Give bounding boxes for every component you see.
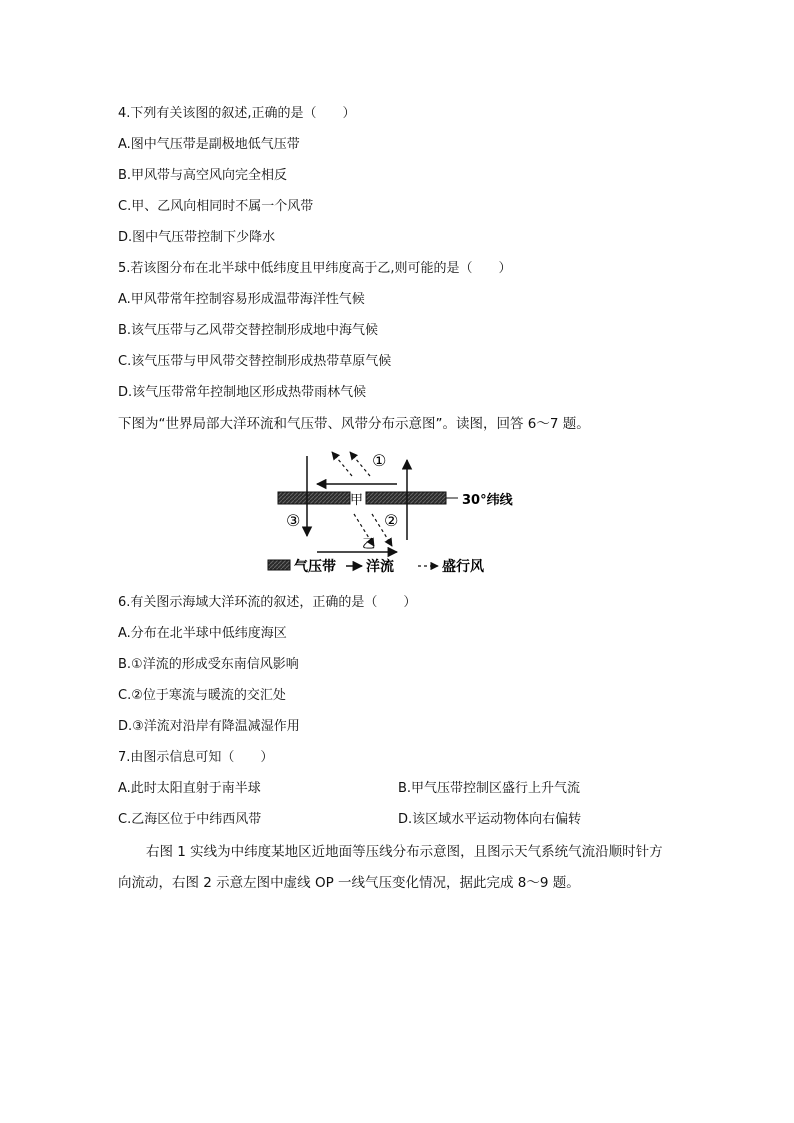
- label-circle-3: ③: [286, 511, 301, 530]
- q89-intro-line-2: 向流动，右图 2 示意左图中虚线 OP 一线气压变化情况，据此完成 8～9 题。: [118, 875, 580, 891]
- q6-option-c: C.②位于寒流与暖流的交汇处: [118, 688, 286, 703]
- ocean-current-diagram: [262, 444, 532, 584]
- q7-option-c: C.乙海区位于中纬西风带: [118, 812, 262, 827]
- pressure-belt-left: [278, 492, 350, 504]
- label-yi: 乙: [362, 537, 376, 552]
- legend-pressure-swatch: [268, 560, 290, 570]
- q5-option-b: B.该气压带与乙风带交替控制形成地中海气候: [118, 323, 379, 338]
- wind-arrow-upper-2: [350, 452, 370, 476]
- q4-option-a: A.图中气压带是副极地低气压带: [118, 137, 300, 152]
- q67-intro: 下图为“世界局部大洋环流和气压带、风带分布示意图”。读图，回答 6～7 题。: [118, 416, 590, 432]
- q5-stem: 5.若该图分布在北半球中低纬度且甲纬度高于乙,则可能的是（ ）: [118, 261, 512, 276]
- wind-arrow-upper-1: [332, 452, 352, 476]
- q4-option-c: C.甲、乙风向相同时不属一个风带: [118, 199, 314, 214]
- q7-option-d: D.该区域水平运动物体向右偏转: [398, 812, 582, 827]
- q6-stem: 6.有关图示海域大洋环流的叙述，正确的是（ ）: [118, 595, 417, 610]
- q6-option-b: B.①洋流的形成受东南信风影响: [118, 657, 299, 672]
- label-circle-1: ①: [372, 451, 387, 470]
- q4-option-b: B.甲风带与高空风向完全相反: [118, 168, 288, 183]
- pressure-belt-right: [366, 492, 446, 504]
- label-latitude-30: 30°纬线: [462, 493, 513, 508]
- legend-wind-label: 盛行风: [442, 559, 484, 575]
- legend-current-label: 洋流: [366, 559, 394, 575]
- legend-pressure-label: 气压带: [294, 559, 336, 575]
- q7-option-b: B.甲气压带控制区盛行上升气流: [398, 781, 581, 796]
- q7-option-a: A.此时太阳直射于南半球: [118, 781, 261, 796]
- q6-option-a: A.分布在北半球中低纬度海区: [118, 626, 287, 641]
- q5-option-d: D.该气压带常年控制地区形成热带雨林气候: [118, 385, 367, 400]
- q4-option-d: D.图中气压带控制下少降水: [118, 230, 276, 245]
- q5-option-c: C.该气压带与甲风带交替控制形成热带草原气候: [118, 354, 392, 369]
- q6-option-d: D.③洋流对沿岸有降温减湿作用: [118, 719, 300, 734]
- q4-stem: 4.下列有关该图的叙述,正确的是（ ）: [118, 106, 356, 121]
- q5-option-a: A.甲风带常年控制容易形成温带海洋性气候: [118, 292, 365, 307]
- q7-stem: 7.由图示信息可知（ ）: [118, 750, 274, 765]
- q89-intro-line-1: 右图 1 实线为中纬度某地区近地面等压线分布示意图，且图示天气系统气流沿顺时针方: [146, 844, 663, 860]
- label-jia: 甲: [350, 493, 364, 508]
- label-circle-2: ②: [384, 511, 399, 530]
